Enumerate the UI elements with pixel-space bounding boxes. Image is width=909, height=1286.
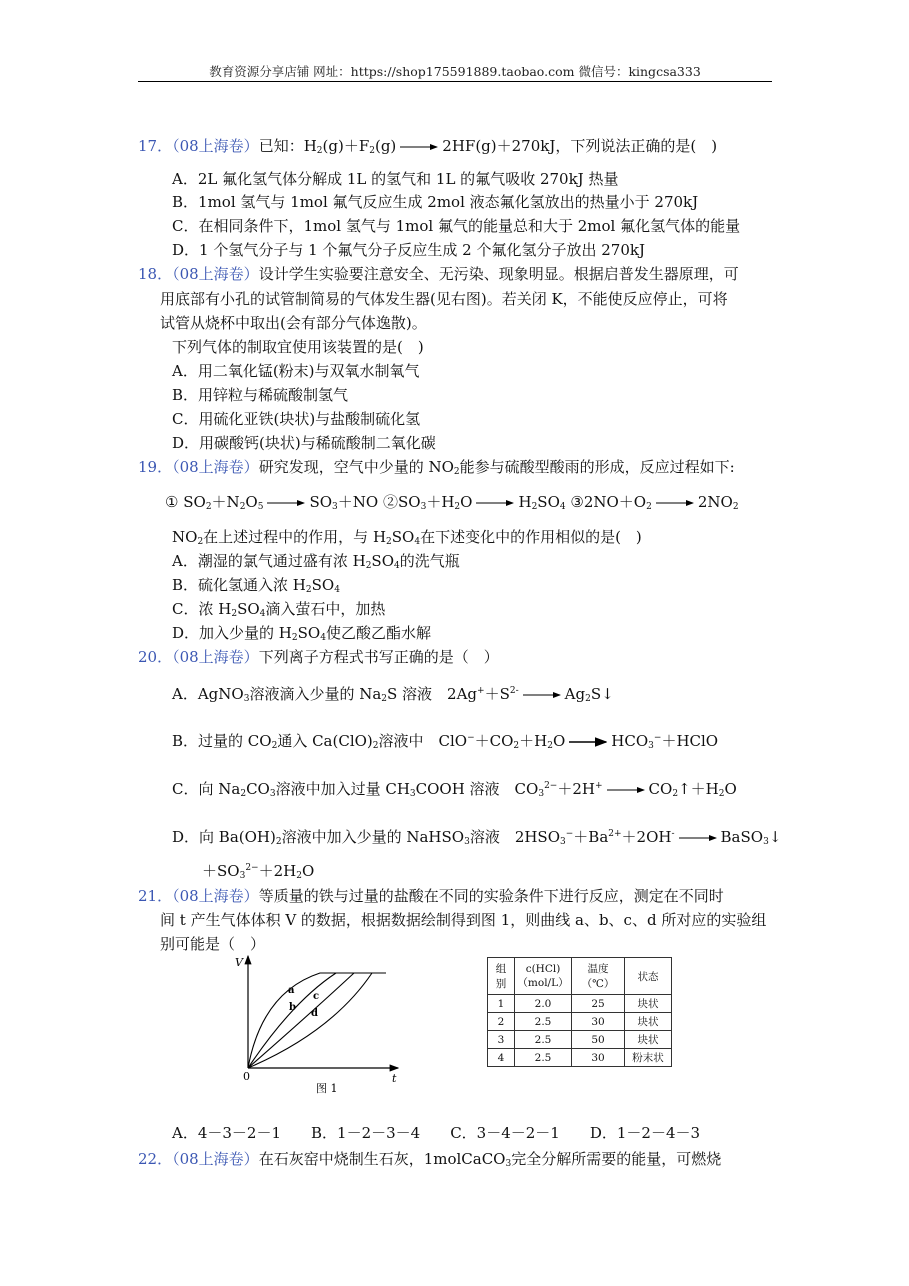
q17-option-b: B．1mol 氢气与 1mol 氟气反应生成 2mol 液态氟化氢放出的热量小于 270kJ [172, 193, 699, 211]
reaction-arrow-icon [400, 142, 438, 152]
figure-caption: 图 1 [316, 1082, 338, 1095]
reaction-arrow-icon [267, 498, 305, 508]
origin-label: 0 [243, 1070, 250, 1083]
q18-option-a: A．用二氧化锰(粉末)与双氧水制氧气 [172, 362, 420, 380]
figure-1-graph [232, 952, 408, 1096]
q17-stem: 17．（08上海卷）已知：$H_2(g)+F_2(g)$ 2HF(g)＋270kJ，下列说法正确的是( ) [138, 137, 718, 156]
reaction-arrow-icon [607, 785, 645, 795]
q19-option-c: C．浓 $H_2SO_4$滴入萤石中，加热 [172, 600, 386, 619]
q19-equations: ① $SO_2+N_2O_5$ $SO_3+NO$ $②SO_3+H_2O$ $H_2SO_4$ $③2NO+O_2$ $2NO_2$ [165, 493, 739, 512]
q18-stem: 18．（08上海卷）设计学生实验要注意安全、无污染、现象明显。根据启普发生器原理，可 [138, 265, 739, 283]
curve-b-label: b [289, 1002, 296, 1013]
th-group: 组 别 [488, 958, 515, 995]
q22-stem: 22．（08上海卷）在石灰窑中烧制生石灰，1molCaCO$_3$完全分解所需要的能量，可燃烧 [138, 1150, 722, 1169]
q18-line2: 用底部有小孔的试管制简易的气体发生器(见右图)。若关闭 K，不能使反应停止，可将 [160, 290, 728, 308]
q19-option-d: D．加入少量的 $H_2SO_4$使乙酸乙酯水解 [172, 624, 431, 643]
experiment-table [487, 957, 672, 1067]
q17-number: 17． [138, 137, 173, 155]
q22-number: 22． [138, 1150, 173, 1168]
q18-line4: 下列气体的制取宜使用该装置的是( ) [172, 338, 424, 356]
reaction-arrow-icon [569, 737, 607, 747]
reaction-arrow-icon [656, 498, 694, 508]
q19-line3: $NO_2$在上述过程中的作用，与 $H_2SO_4$在下述变化中的作用相似的是( ) [172, 528, 642, 547]
q21-line2: 间 t 产生气体体积 V 的数据，根据数据绘制得到图 1，则曲线 a、b、c、d 所对应的实验组 [160, 911, 767, 929]
q20-option-c: C．向 $Na_2CO_3$溶液中加入过量 $CH_3COOH$ 溶液 $CO_3^{2-}+2H^+$ $CO_2↑+H_2O$ [172, 780, 737, 799]
q18-line3: 试管从烧杯中取出(会有部分气体逸散)。 [160, 314, 427, 332]
q20-stem: 20．（08上海卷）下列离子方程式书写正确的是（ ） [138, 648, 499, 666]
reaction-arrow-icon [679, 833, 717, 843]
curve-c-label: c [313, 991, 320, 1002]
q19-option-a: A．潮湿的氯气通过盛有浓 $H_2SO_4$的洗气瓶 [172, 552, 460, 571]
curve-b [248, 973, 386, 1068]
q18-option-b: B．用锌粒与稀硫酸制氢气 [172, 386, 349, 404]
q18-option-d: D．用碳酸钙(块状)与稀硫酸制二氧化碳 [172, 434, 436, 452]
q19-option-b: B．硫化氢通入浓 $H_2SO_4$ [172, 576, 340, 595]
th-temp: 温度 （℃） [572, 958, 625, 995]
q18-option-c: C．用硫化亚铁(块状)与盐酸制硫化氢 [172, 410, 421, 428]
axis-t-label: t [392, 1072, 397, 1085]
th-state: 状态 [625, 958, 672, 995]
table-row: 3 2.5 50 块状 [488, 1031, 672, 1049]
header-rule [138, 81, 772, 82]
q17-source: （08上海卷） [172, 137, 259, 155]
page-header: 教育资源分享店铺 网址：https://shop175591889.taobao.com 微信号：kingcsa333 [209, 64, 701, 79]
curve-a-label: a [288, 985, 295, 996]
q21-stem: 21．（08上海卷）等质量的铁与过量的盐酸在不同的实验条件下进行反应，测定在不同时 [138, 887, 724, 905]
table-row: 4 2.5 30 粉末状 [488, 1049, 672, 1067]
q17-option-a: A．2L 氟化氢气体分解成 1L 的氢气和 1L 的氟气吸收 270kJ 热量 [172, 170, 619, 188]
q17-option-c: C．在相同条件下，1mol 氢气与 1mol 氟气的能量总和大于 2mol 氟化氢气体的能量 [172, 217, 741, 235]
q20-option-d-cont: $+SO_3^{2-}+2H_2O$ [202, 862, 315, 881]
curve-d-label: d [311, 1008, 318, 1019]
q21-number: 21． [138, 887, 173, 905]
q21-line3: 别可能是（ ） [160, 935, 266, 953]
q21-answer-options: A．4－3－2－1 B．1－2－3－4 C．3－4－2－1 D．1－2－4－3 [172, 1124, 701, 1142]
table-row: 2 2.5 30 块状 [488, 1013, 672, 1031]
reaction-arrow-icon [476, 498, 514, 508]
q17-option-d: D．1 个氢气分子与 1 个氟气分子反应生成 2 个氟化氢分子放出 270kJ [172, 241, 646, 259]
q20-option-a: A．AgNO$_3$溶液滴入少量的 $Na_2S$ 溶液 $2Ag^++S^{2-}$ $Ag_2S↓$ [172, 685, 614, 704]
reaction-arrow-icon [523, 690, 561, 700]
q20-option-d: D．向 $Ba(OH)_2$溶液中加入少量的 NaHSO$_3$溶液 $2HSO_3^-+Ba^{2+}+2OH^-$ BaSO$_3$↓ [172, 828, 782, 847]
axis-v-label: V [235, 956, 243, 969]
q20-option-b: B．过量的 $CO_2$通入 $Ca(ClO)_2$溶液中 $ClO^-+CO_2+H_2O$ $HCO_3^-+HClO$ [172, 732, 719, 751]
q18-number: 18． [138, 265, 173, 283]
th-conc: c(HCl) （mol/L） [515, 958, 572, 995]
table-row: 1 2.0 25 块状 [488, 995, 672, 1013]
q19-number: 19． [138, 458, 173, 476]
q20-number: 20． [138, 648, 173, 666]
q19-stem: 19．（08上海卷）研究发现，空气中少量的 $NO_2$能参与硫酸型酸雨的形成，反应过程如下: [138, 458, 735, 477]
